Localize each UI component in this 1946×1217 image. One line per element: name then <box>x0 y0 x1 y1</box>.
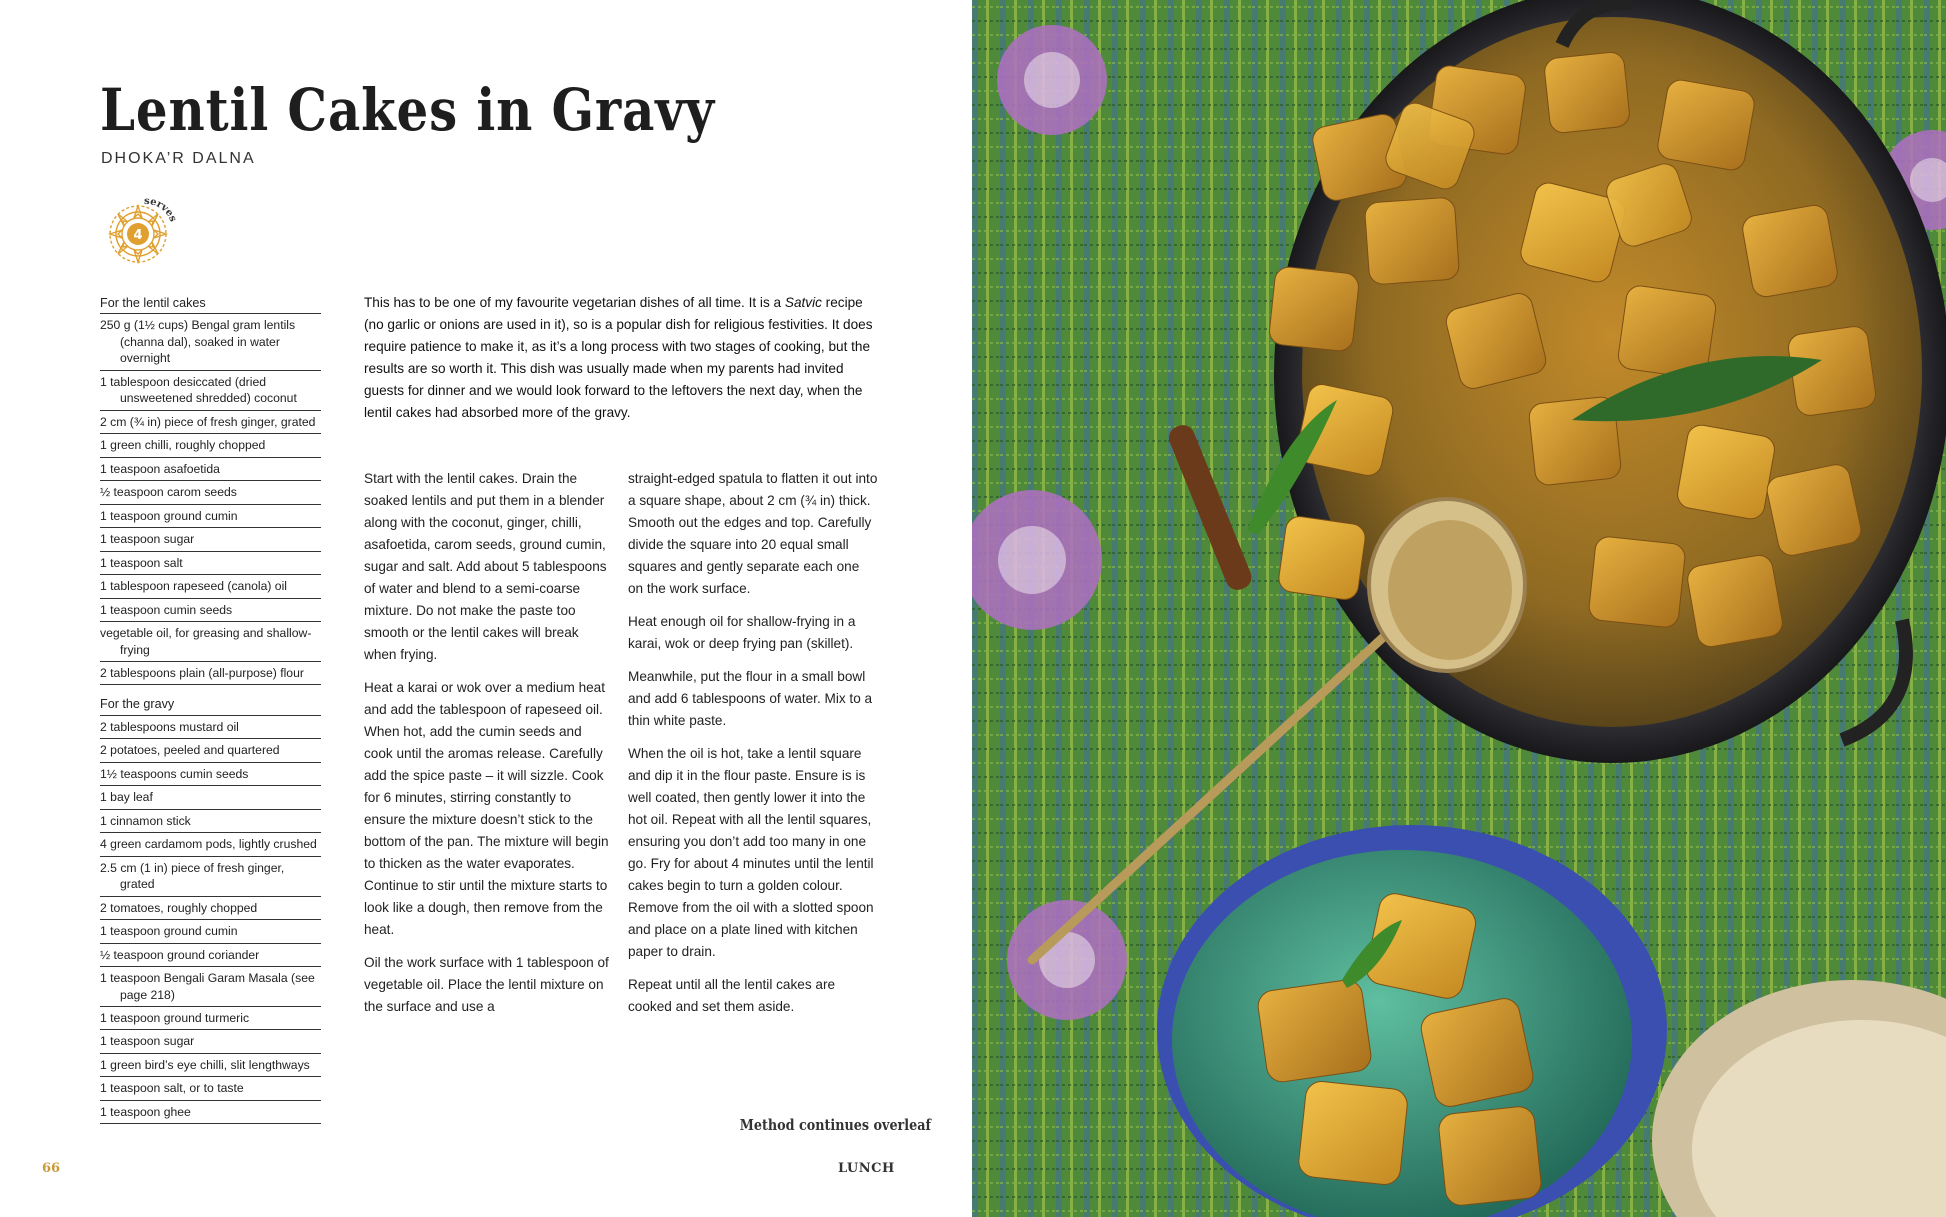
ingredient-item: ½ teaspoon ground coriander <box>100 944 321 967</box>
ingredient-item: 250 g (1½ cups) Bengal gram lentils (channa dal), soaked in water overnight <box>100 314 321 370</box>
ingredient-item: 1 green chilli, roughly chopped <box>100 434 321 457</box>
ingredient-item: 2 tablespoons mustard oil <box>100 716 321 739</box>
method-step: Meanwhile, put the flour in a small bowl and add 6 tablespoons of water. Mix to a thin white paste. <box>628 669 873 728</box>
method-step: straight-edged spatula to flatten it out into a square shape, about 2 cm (¾ in) thick. Smooth out the edges and top. Carefully divide the square into 20 equal small squares and gently separate each one on the work surface. <box>628 471 878 596</box>
intro-text: This has to be one of my favourite vegetarian dishes of all time. It is a <box>364 295 785 310</box>
method-step: Heat a karai or wok over a medium heat and add the tablespoon of rapeseed oil. When hot, add the cumin seeds and cook until the aromas release. Carefully add the spice paste – it will sizzle. Cook for 6 minutes, stirring constantly to ensure the mixture doesn’t stick to the bottom of the pan. The mixture will begin to thicken as the water evaporates. Continue to stir until the mixture starts to look like a dough, then remove from the heat. <box>364 680 609 937</box>
section-name: LUNCH <box>838 1161 895 1176</box>
ingredient-item: 2 tablespoons plain (all-purpose) flour <box>100 662 321 685</box>
ingredient-group-heading: For the lentil cakes <box>100 294 321 314</box>
ingredient-item: 1 teaspoon sugar <box>100 1030 321 1053</box>
recipe-subtitle: DHOKA’R DALNA <box>101 150 256 167</box>
ingredient-group-gravy <box>100 716 321 1124</box>
recipe-title: Lentil Cakes in Gravy <box>100 76 715 144</box>
ingredient-item: 1 teaspoon cumin seeds <box>100 599 321 622</box>
ingredient-item: 1 teaspoon salt, or to taste <box>100 1077 321 1100</box>
right-page <box>972 0 1946 1217</box>
ingredient-item: 1 teaspoon ground cumin <box>100 920 321 943</box>
ingredient-item: 1 tablespoon rapeseed (canola) oil <box>100 575 321 598</box>
ingredient-list <box>100 294 321 1124</box>
ingredient-item: 1 green bird’s eye chilli, slit lengthways <box>100 1054 321 1077</box>
method-step: Start with the lentil cakes. Drain the soaked lentils and put them in a blender along with the coconut, ginger, chilli, asafoetida, carom seeds, ground cumin, sugar and salt. Add about 5 tablespoons of water and blend to a semi-coarse mixture. Do not make the paste too smooth or the lentil cakes will break when frying. <box>364 471 607 662</box>
method-column-2 <box>628 468 878 1029</box>
left-page <box>0 0 972 1217</box>
svg-text:serves <box>144 196 179 224</box>
ingredient-item: 1 cinnamon stick <box>100 810 321 833</box>
ingredient-item: 1½ teaspoons cumin seeds <box>100 763 321 786</box>
recipe-intro <box>364 292 874 424</box>
ingredient-item: 1 teaspoon sugar <box>100 528 321 551</box>
food-photo <box>972 0 1946 1217</box>
method-column-1 <box>364 468 614 1029</box>
ingredient-item: 2 cm (¾ in) piece of fresh ginger, grated <box>100 411 321 434</box>
intro-emphasis: Satvic <box>784 295 822 310</box>
ingredient-item: 1 teaspoon Bengali Garam Masala (see page 218) <box>100 967 321 1007</box>
serves-count: 4 <box>133 228 143 243</box>
serves-label: serves <box>143 195 179 224</box>
page-number: 66 <box>42 1161 61 1176</box>
serving-plate <box>1157 825 1667 1217</box>
ingredient-item: 4 green cardamom pods, lightly crushed <box>100 833 321 856</box>
method-continues-note: Method continues overleaf <box>739 1116 931 1134</box>
ingredient-item: 1 teaspoon ghee <box>100 1101 321 1124</box>
ingredient-item: 2 tomatoes, roughly chopped <box>100 897 321 920</box>
ingredient-group-lentil-cakes <box>100 314 321 685</box>
ingredient-item: 2.5 cm (1 in) piece of fresh ginger, grated <box>100 857 321 897</box>
ingredient-group-heading: For the gravy <box>100 695 321 715</box>
ingredient-item: 1 teaspoon salt <box>100 552 321 575</box>
ingredient-item: 1 teaspoon asafoetida <box>100 458 321 481</box>
method-step: Heat enough oil for shallow-frying in a karai, wok or deep frying pan (skillet). <box>628 614 856 651</box>
ingredient-item: 1 tablespoon desiccated (dried unsweetened shredded) coconut <box>100 371 321 411</box>
method-step: Repeat until all the lentil cakes are cooked and set them aside. <box>628 977 836 1014</box>
ingredient-item: ½ teaspoon carom seeds <box>100 481 321 504</box>
intro-text: recipe (no garlic or onions are used in it), so is a popular dish for religious festivities. It does require patience to make it, as it’s a long process with two stages of cooking, but the results are so worth it. This dish was usually made when my parents had invited guests for dinner and we would look forward to the leftovers the next day, when the lentil cakes had absorbed more of the gravy. <box>364 295 873 420</box>
ingredient-item: vegetable oil, for greasing and shallow-frying <box>100 622 321 662</box>
ingredient-item: 2 potatoes, peeled and quartered <box>100 739 321 762</box>
ingredient-item: 1 bay leaf <box>100 786 321 809</box>
method-step: Oil the work surface with 1 tablespoon of vegetable oil. Place the lentil mixture on the surface and use a <box>364 955 609 1014</box>
ingredient-item: 1 teaspoon ground turmeric <box>100 1007 321 1030</box>
ingredient-item: 1 teaspoon ground cumin <box>100 505 321 528</box>
method-step: When the oil is hot, take a lentil square and dip it in the flour paste. Ensure is is well coated, then gently lower it into the hot oil. Repeat with all the lentil squares, ensuring you don’t add too many in one go. Fry for about 4 minutes until the lentil cakes begin to turn a golden colour. Remove from the oil with a slotted spoon and place on a plate lined with kitchen paper to drain. <box>628 746 874 959</box>
serves-badge <box>100 190 184 274</box>
